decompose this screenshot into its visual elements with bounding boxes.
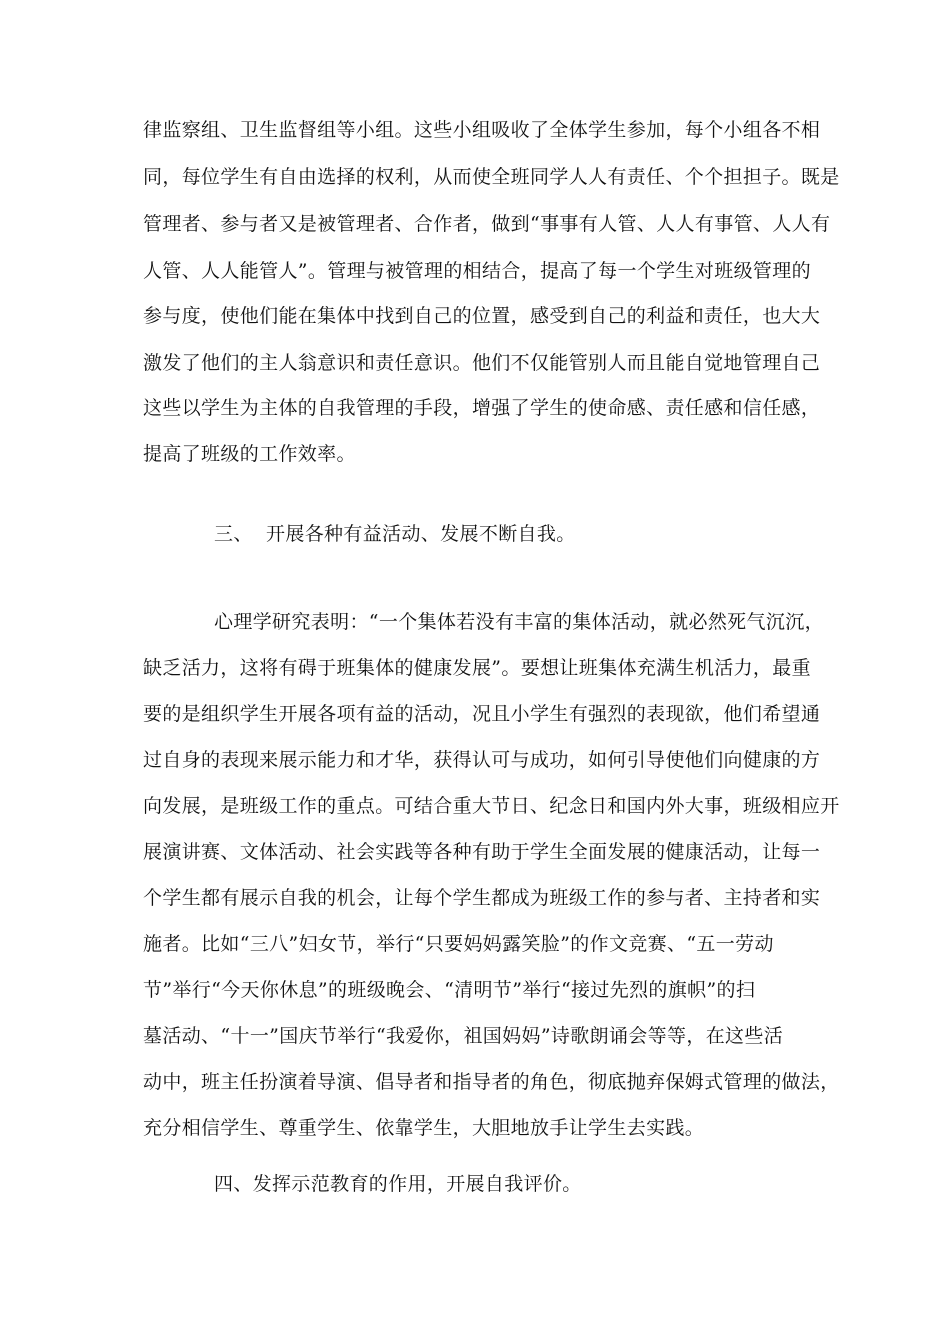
- paragraph-line: 这些以学生为主体的自我管理的手段，增强了学生的使命感、责任感和信任感，: [143, 397, 821, 419]
- paragraph-line: 人管、人人能管人”。管理与被管理的相结合，提高了每一个学生对班级管理的: [143, 260, 811, 282]
- section-title: 开展各种有益活动、发展不断自我。: [266, 523, 576, 545]
- paragraph-line: 缺乏活力，这将有碍于班集体的健康发展”。要想让班集体充满生机活力，最重: [143, 657, 811, 679]
- section-number: 三、: [214, 523, 253, 545]
- paragraph-line: 动中，班主任扮演着导演、倡导者和指导者的角色，彻底抛弃保姆式管理的做法，: [143, 1071, 840, 1093]
- paragraph-line: 施者。比如“三八”妇女节，举行“只要妈妈露笑脸”的作文竞赛、“五一劳动: [143, 933, 774, 955]
- paragraph-line: 展演讲赛、文体活动、社会实践等各种有助于学生全面发展的健康活动，让每一: [143, 841, 821, 863]
- paragraph-line: 向发展，是班级工作的重点。可结合重大节日、纪念日和国内外大事，班级相应开: [143, 795, 840, 817]
- paragraph-line: 节”举行“今天你休息”的班级晚会、“清明节”举行“接过先烈的旗帜”的扫: [143, 979, 756, 1001]
- paragraph-line: 激发了他们的主人翁意识和责任意识。他们不仅能管别人而且能自觉地管理自己: [143, 352, 821, 374]
- paragraph-line: 个学生都有展示自我的机会，让每个学生都成为班级工作的参与者、主持者和实: [143, 887, 821, 909]
- section-title: 四、发挥示范教育的作用，开展自我评价。: [214, 1173, 582, 1195]
- paragraph-line: 提高了班级的工作效率。: [143, 443, 356, 465]
- paragraph-line: 充分相信学生、尊重学生、依靠学生，大胆地放手让学生去实践。: [143, 1117, 705, 1139]
- paragraph-line: 管理者、参与者又是被管理者、合作者，做到“事事有人管、人人有事管、人人有: [143, 213, 831, 235]
- paragraph-line: 律监察组、卫生监督组等小组。这些小组吸收了全体学生参加，每个小组各不相: [143, 119, 821, 141]
- paragraph-line: 墓活动、“十一”国庆节举行“我爱你，祖国妈妈”诗歌朗诵会等等，在这些活: [143, 1025, 784, 1047]
- paragraph-line: 过自身的表现来展示能力和才华，获得认可与成功，如何引导使他们向健康的方: [143, 749, 821, 771]
- paragraph-line: 同，每位学生有自由选择的权利，从而使全班同学人人有责任、个个担担子。既是: [143, 166, 840, 188]
- paragraph-line: 参与度，使他们能在集体中找到自己的位置，感受到自己的利益和责任，也大大: [143, 305, 821, 327]
- paragraph-line: 要的是组织学生开展各项有益的活动，况且小学生有强烈的表现欲，他们希望通: [143, 703, 821, 725]
- paragraph-line: 心理学研究表明：“一个集体若没有丰富的集体活动，就必然死气沉沉，: [214, 611, 824, 633]
